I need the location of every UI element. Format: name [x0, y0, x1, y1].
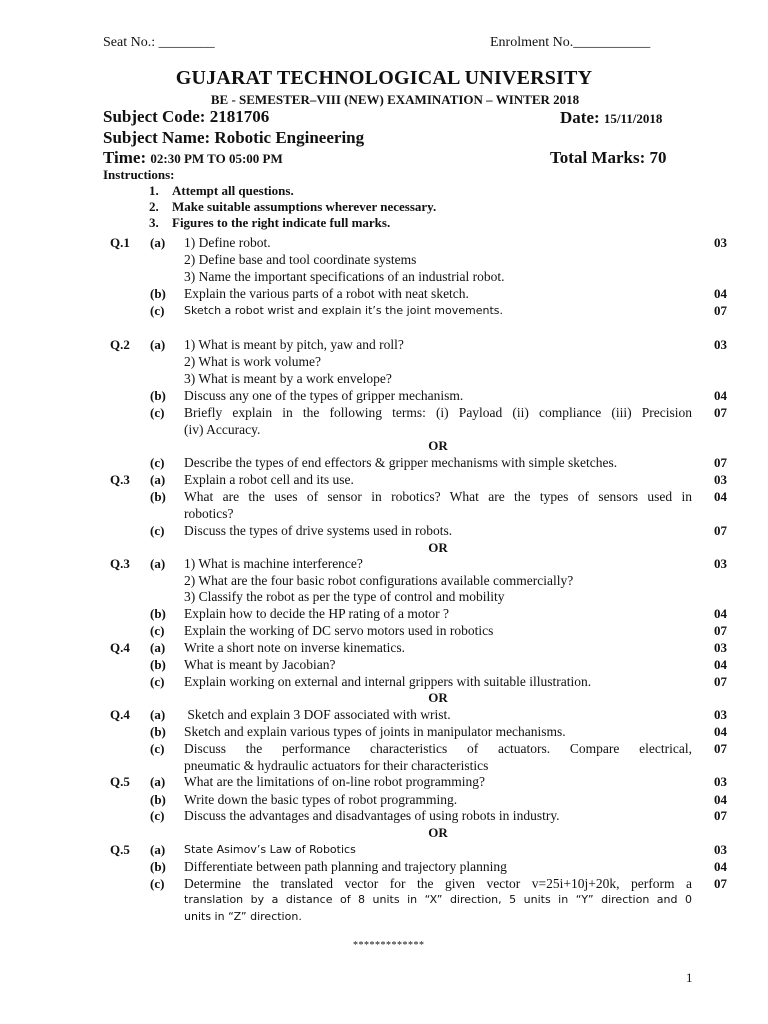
part-label: (c) [150, 741, 165, 756]
instruction-text: Figures to the right indicate full marks. [172, 215, 391, 230]
exam-time [103, 148, 283, 168]
marks-value: 04 [714, 489, 727, 504]
question-label: Q.2 [110, 337, 130, 352]
or-separator: OR [428, 690, 448, 705]
question-label: Q.4 [110, 707, 130, 722]
part-label: (b) [150, 792, 166, 807]
subject-name: Subject Name: Robotic Engineering [103, 128, 365, 147]
or-separator: OR [428, 438, 448, 453]
page-number: 1 [686, 970, 693, 985]
question-text: State Asimov’s Law of Robotics [184, 843, 356, 856]
instruction-item [149, 199, 436, 215]
question-text: 3) Name the important specifications of an industrial robot. [184, 269, 505, 284]
instruction-number: 3. [149, 215, 159, 230]
marks-value: 04 [714, 286, 727, 301]
seat-number-field: Seat No.: ________ [103, 35, 215, 50]
time-value: 02:30 PM TO 05:00 PM [150, 151, 283, 166]
marks-value: 04 [714, 792, 727, 807]
part-label: (b) [150, 657, 166, 672]
part-label: (b) [150, 724, 166, 739]
question-text: units in “Z” direction. [184, 910, 302, 923]
marks-value: 03 [714, 774, 727, 789]
end-of-paper-stars: ************* [353, 940, 425, 951]
question-text: 3) What is meant by a work envelope? [184, 371, 392, 386]
question-text: 2) What are the four basic robot configurations available commercially? [184, 573, 574, 588]
part-label: (a) [150, 842, 166, 857]
part-label: (c) [150, 455, 165, 470]
part-label: (a) [150, 556, 166, 571]
total-marks: Total Marks: 70 [550, 148, 667, 167]
question-label: Q.5 [110, 774, 130, 789]
question-text: Discuss the types of drive systems used in robots. [184, 523, 453, 538]
question-text: 1) Define robot. [184, 235, 271, 250]
marks-value: 04 [714, 606, 727, 621]
question-text: 3) Classify the robot as per the type of control and mobility [184, 589, 505, 604]
exam-date [560, 108, 662, 128]
marks-value: 07 [714, 674, 727, 689]
marks-value: 07 [714, 523, 727, 538]
instruction-item [149, 215, 390, 231]
question-text: Describe the types of end effectors & gripper mechanisms with simple sketches. [184, 455, 618, 470]
question-text: translation by a distance of 8 units in “X” direction, 5 units in “Y” direction and 0 [184, 893, 692, 906]
or-separator: OR [428, 825, 448, 840]
part-label: (c) [150, 405, 165, 420]
question-text: Explain the various parts of a robot with neat sketch. [184, 286, 469, 301]
marks-value: 07 [714, 741, 727, 756]
part-label: (c) [150, 523, 165, 538]
question-text: Explain how to decide the HP rating of a motor ? [184, 606, 449, 621]
instruction-text: Attempt all questions. [172, 183, 294, 198]
time-label: Time: [103, 148, 151, 167]
question-label: Q.4 [110, 640, 130, 655]
question-text: (iv) Accuracy. [184, 422, 261, 437]
marks-value: 03 [714, 556, 727, 571]
question-text: What are the limitations of on-line robot programming? [184, 774, 486, 789]
exam-title: BE - SEMESTER–VIII (NEW) EXAMINATION – WINTER 2018 [210, 92, 580, 107]
question-text: 1) What is meant by pitch, yaw and roll? [184, 337, 404, 352]
university-title: GUJARAT TECHNOLOGICAL UNIVERSITY [175, 67, 593, 89]
part-label: (b) [150, 489, 166, 504]
part-label: (b) [150, 388, 166, 403]
part-label: (b) [150, 606, 166, 621]
question-text: Explain the working of DC servo motors used in robotics [184, 623, 494, 638]
marks-value: 07 [714, 623, 727, 638]
part-label: (b) [150, 286, 166, 301]
part-label: (a) [150, 707, 166, 722]
question-text: Determine the translated vector for the given vector v=25i+10j+20k, perform a [184, 876, 692, 891]
question-text: 1) What is machine interference? [184, 556, 363, 571]
question-text: pneumatic & hydraulic actuators for their characteristics [184, 758, 489, 773]
question-label: Q.3 [110, 472, 130, 487]
part-label: (a) [150, 640, 166, 655]
part-label: (b) [150, 859, 166, 874]
subject-code: Subject Code: 2181706 [103, 107, 270, 126]
question-text: Explain a robot cell and its use. [184, 472, 354, 487]
question-text: 2) What is work volume? [184, 354, 321, 369]
marks-value: 07 [714, 455, 727, 470]
instruction-number: 2. [149, 199, 159, 214]
question-text: Sketch and explain 3 DOF associated with wrist. [184, 707, 451, 722]
instructions-title: Instructions: [103, 167, 175, 182]
marks-value: 03 [714, 707, 727, 722]
part-label: (c) [150, 303, 165, 318]
part-label: (a) [150, 337, 166, 352]
marks-value: 07 [714, 405, 727, 420]
question-text: Discuss the performance characteristics of actuators. Compare electrical, [184, 741, 692, 756]
date-value: 15/11/2018 [603, 111, 663, 126]
part-label: (a) [150, 235, 166, 250]
marks-value: 07 [714, 303, 727, 318]
question-label: Q.3 [110, 556, 130, 571]
part-label: (a) [150, 774, 166, 789]
instruction-number: 1. [149, 183, 159, 198]
instruction-text: Make suitable assumptions wherever necessary. [172, 199, 437, 214]
question-text: Explain working on external and internal grippers with suitable illustration. [184, 674, 592, 689]
part-label: (c) [150, 876, 165, 891]
question-text: What is meant by Jacobian? [184, 657, 336, 672]
question-text: Sketch and explain various types of joints in manipulator mechanisms. [184, 724, 566, 739]
question-text: Discuss the advantages and disadvantages of using robots in industry. [184, 808, 560, 823]
question-text: Write down the basic types of robot programming. [184, 792, 458, 807]
question-label: Q.1 [110, 235, 130, 250]
or-separator: OR [428, 540, 448, 555]
enrolment-number-field: Enrolment No.___________ [490, 35, 651, 50]
marks-value: 04 [714, 657, 727, 672]
question-label: Q.5 [110, 842, 130, 857]
marks-value: 07 [714, 876, 727, 891]
instruction-item [149, 183, 294, 199]
part-label: (a) [150, 472, 166, 487]
marks-value: 03 [714, 235, 727, 250]
marks-value: 03 [714, 337, 727, 352]
question-text: 2) Define base and tool coordinate systems [184, 252, 417, 267]
marks-value: 04 [714, 388, 727, 403]
question-text: Briefly explain in the following terms: (i) Payload (ii) compliance (iii) Precision [184, 405, 692, 420]
marks-value: 03 [714, 640, 727, 655]
marks-value: 04 [714, 859, 727, 874]
part-label: (c) [150, 623, 165, 638]
part-label: (c) [150, 674, 165, 689]
marks-value: 07 [714, 808, 727, 823]
part-label: (c) [150, 808, 165, 823]
question-text: robotics? [184, 506, 234, 521]
question-text: Write a short note on inverse kinematics. [184, 640, 406, 655]
date-label: Date: [560, 108, 604, 127]
question-text: Differentiate between path planning and trajectory planning [184, 859, 507, 874]
marks-value: 03 [714, 842, 727, 857]
marks-value: 03 [714, 472, 727, 487]
marks-value: 04 [714, 724, 727, 739]
question-text: Discuss any one of the types of gripper mechanism. [184, 388, 464, 403]
question-text: What are the uses of sensor in robotics? What are the types of sensors used in [184, 489, 692, 504]
question-text: Sketch a robot wrist and explain it’s the joint movements. [184, 304, 504, 317]
